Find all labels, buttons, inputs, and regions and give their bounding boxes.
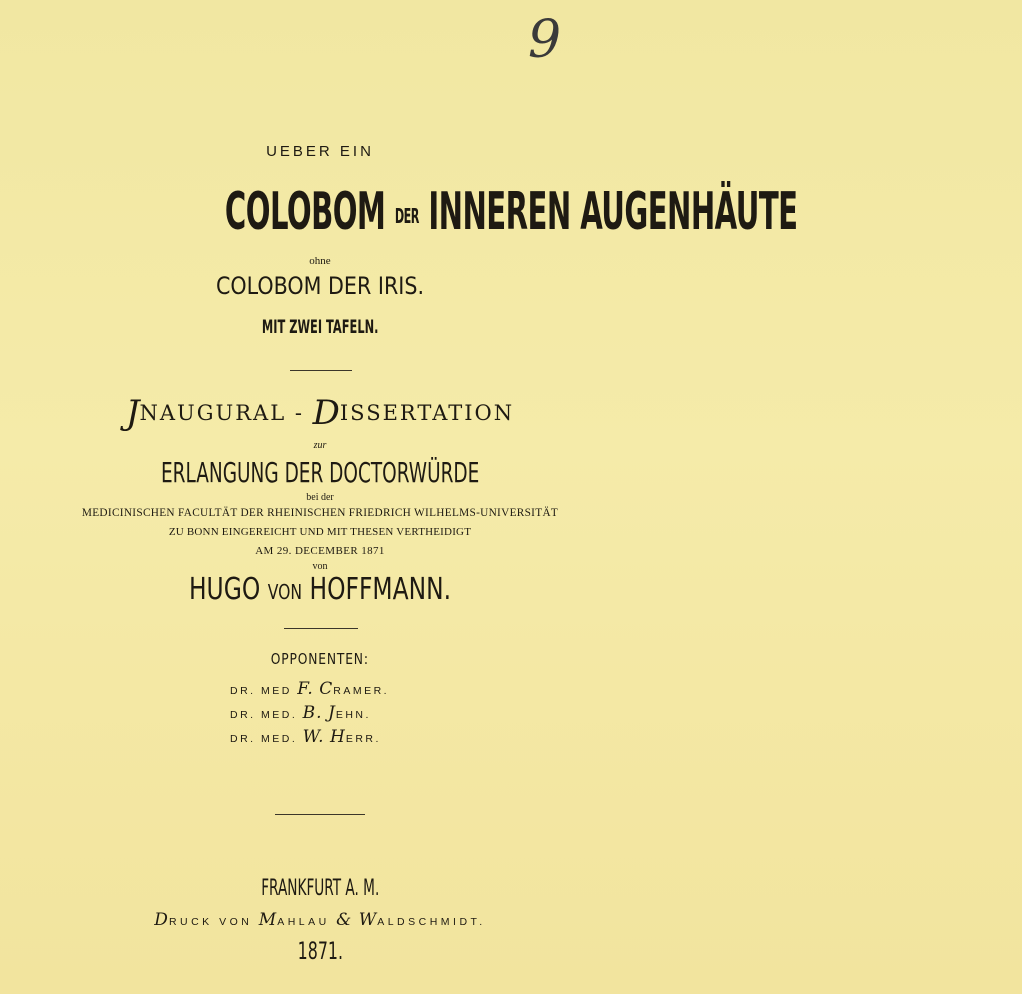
dissertation-cap-j: J: [125, 393, 140, 433]
zur-text: zur: [313, 440, 327, 451]
von-text: von: [312, 561, 328, 572]
main-title-part2: INNEREN AUGENHÄUTE: [428, 182, 798, 242]
printer-text-1: RUCK VON: [168, 916, 259, 928]
opponent-initial: B.: [302, 703, 323, 723]
dissertation-text-2: ISSERTATION: [339, 401, 515, 425]
opponent-surname: RAMER.: [333, 685, 390, 697]
pre-title: UEBER EIN: [266, 143, 374, 160]
subtitle-iris-text: COLOBOM DER IRIS.: [215, 272, 425, 300]
opponent-surname-cap: H: [330, 727, 346, 747]
purpose-text: ERLANGUNG DER DOCTORWÜRDE: [160, 456, 480, 489]
plates-note-text: MIT ZWEI TAFELN.: [261, 316, 379, 338]
opponents-heading: [0, 650, 640, 669]
opponent-surname: ERR.: [345, 733, 381, 745]
imprint-city: [0, 876, 640, 901]
imprint-city-text: FRANKFURT A. M.: [260, 876, 380, 901]
opponent-surname-cap: C: [319, 679, 334, 699]
purpose-line: [0, 456, 640, 489]
printer-cap-d: D: [154, 910, 169, 930]
printer-cap-w: W: [358, 910, 378, 930]
imprint-printer: [0, 910, 640, 930]
faculty-line: MEDICINISCHEN FACULTÄT DER RHEINISCHEN FRIEDRICH WILHELMS-UNIVERSITÄT: [81, 507, 559, 519]
author-name: [0, 572, 640, 607]
opponent-surname-cap: J: [328, 703, 336, 723]
printer-text-3: ALDSCHMIDT.: [377, 916, 486, 928]
bei-der-text: bei der: [306, 492, 334, 503]
printer-text-2: AHLAU: [277, 916, 337, 928]
connector-ohne: ohne: [309, 255, 331, 267]
subtitle-iris: [0, 272, 640, 300]
opponent-item: [230, 727, 490, 751]
opponent-initial: W.: [302, 727, 325, 747]
opponents-heading-text: OPPONENTEN:: [270, 650, 370, 668]
imprint-year-text: 1871.: [297, 937, 343, 965]
plates-note: [0, 316, 640, 338]
dissertation-label: [0, 393, 640, 433]
opponent-item: [230, 679, 490, 703]
opponent-title: DR. MED: [230, 685, 298, 697]
printer-cap-m: M: [258, 910, 278, 930]
main-title: [0, 182, 798, 242]
author-last: HOFFMANN.: [309, 572, 452, 607]
dissertation-cap-d: D: [312, 393, 340, 433]
opponents-list: [230, 679, 490, 751]
author-particle: VON: [267, 580, 303, 604]
opponent-initial: F.: [297, 679, 314, 699]
divider-rule-2: [284, 628, 358, 629]
divider-rule-3: [275, 814, 365, 815]
printer-ampersand: &: [336, 910, 353, 930]
main-title-part1: COLOBOM: [224, 182, 386, 242]
divider-rule-1: [290, 370, 352, 371]
submission-line: ZU BONN EINGEREICHT UND MIT THESEN VERTHEIDIGT: [168, 526, 472, 538]
defense-date: AM 29. DECEMBER 1871: [255, 545, 385, 557]
dissertation-text-1: NAUGURAL -: [139, 401, 313, 425]
imprint-year: [0, 937, 640, 965]
opponent-title: DR. MED.: [230, 709, 303, 721]
author-first: HUGO: [188, 572, 261, 607]
opponent-title: DR. MED.: [230, 733, 303, 745]
opponent-item: [230, 703, 490, 727]
opponent-surname: EHN.: [335, 709, 371, 721]
main-title-der: DER: [394, 204, 419, 228]
shelfmark-handwritten: 9: [528, 10, 562, 70]
